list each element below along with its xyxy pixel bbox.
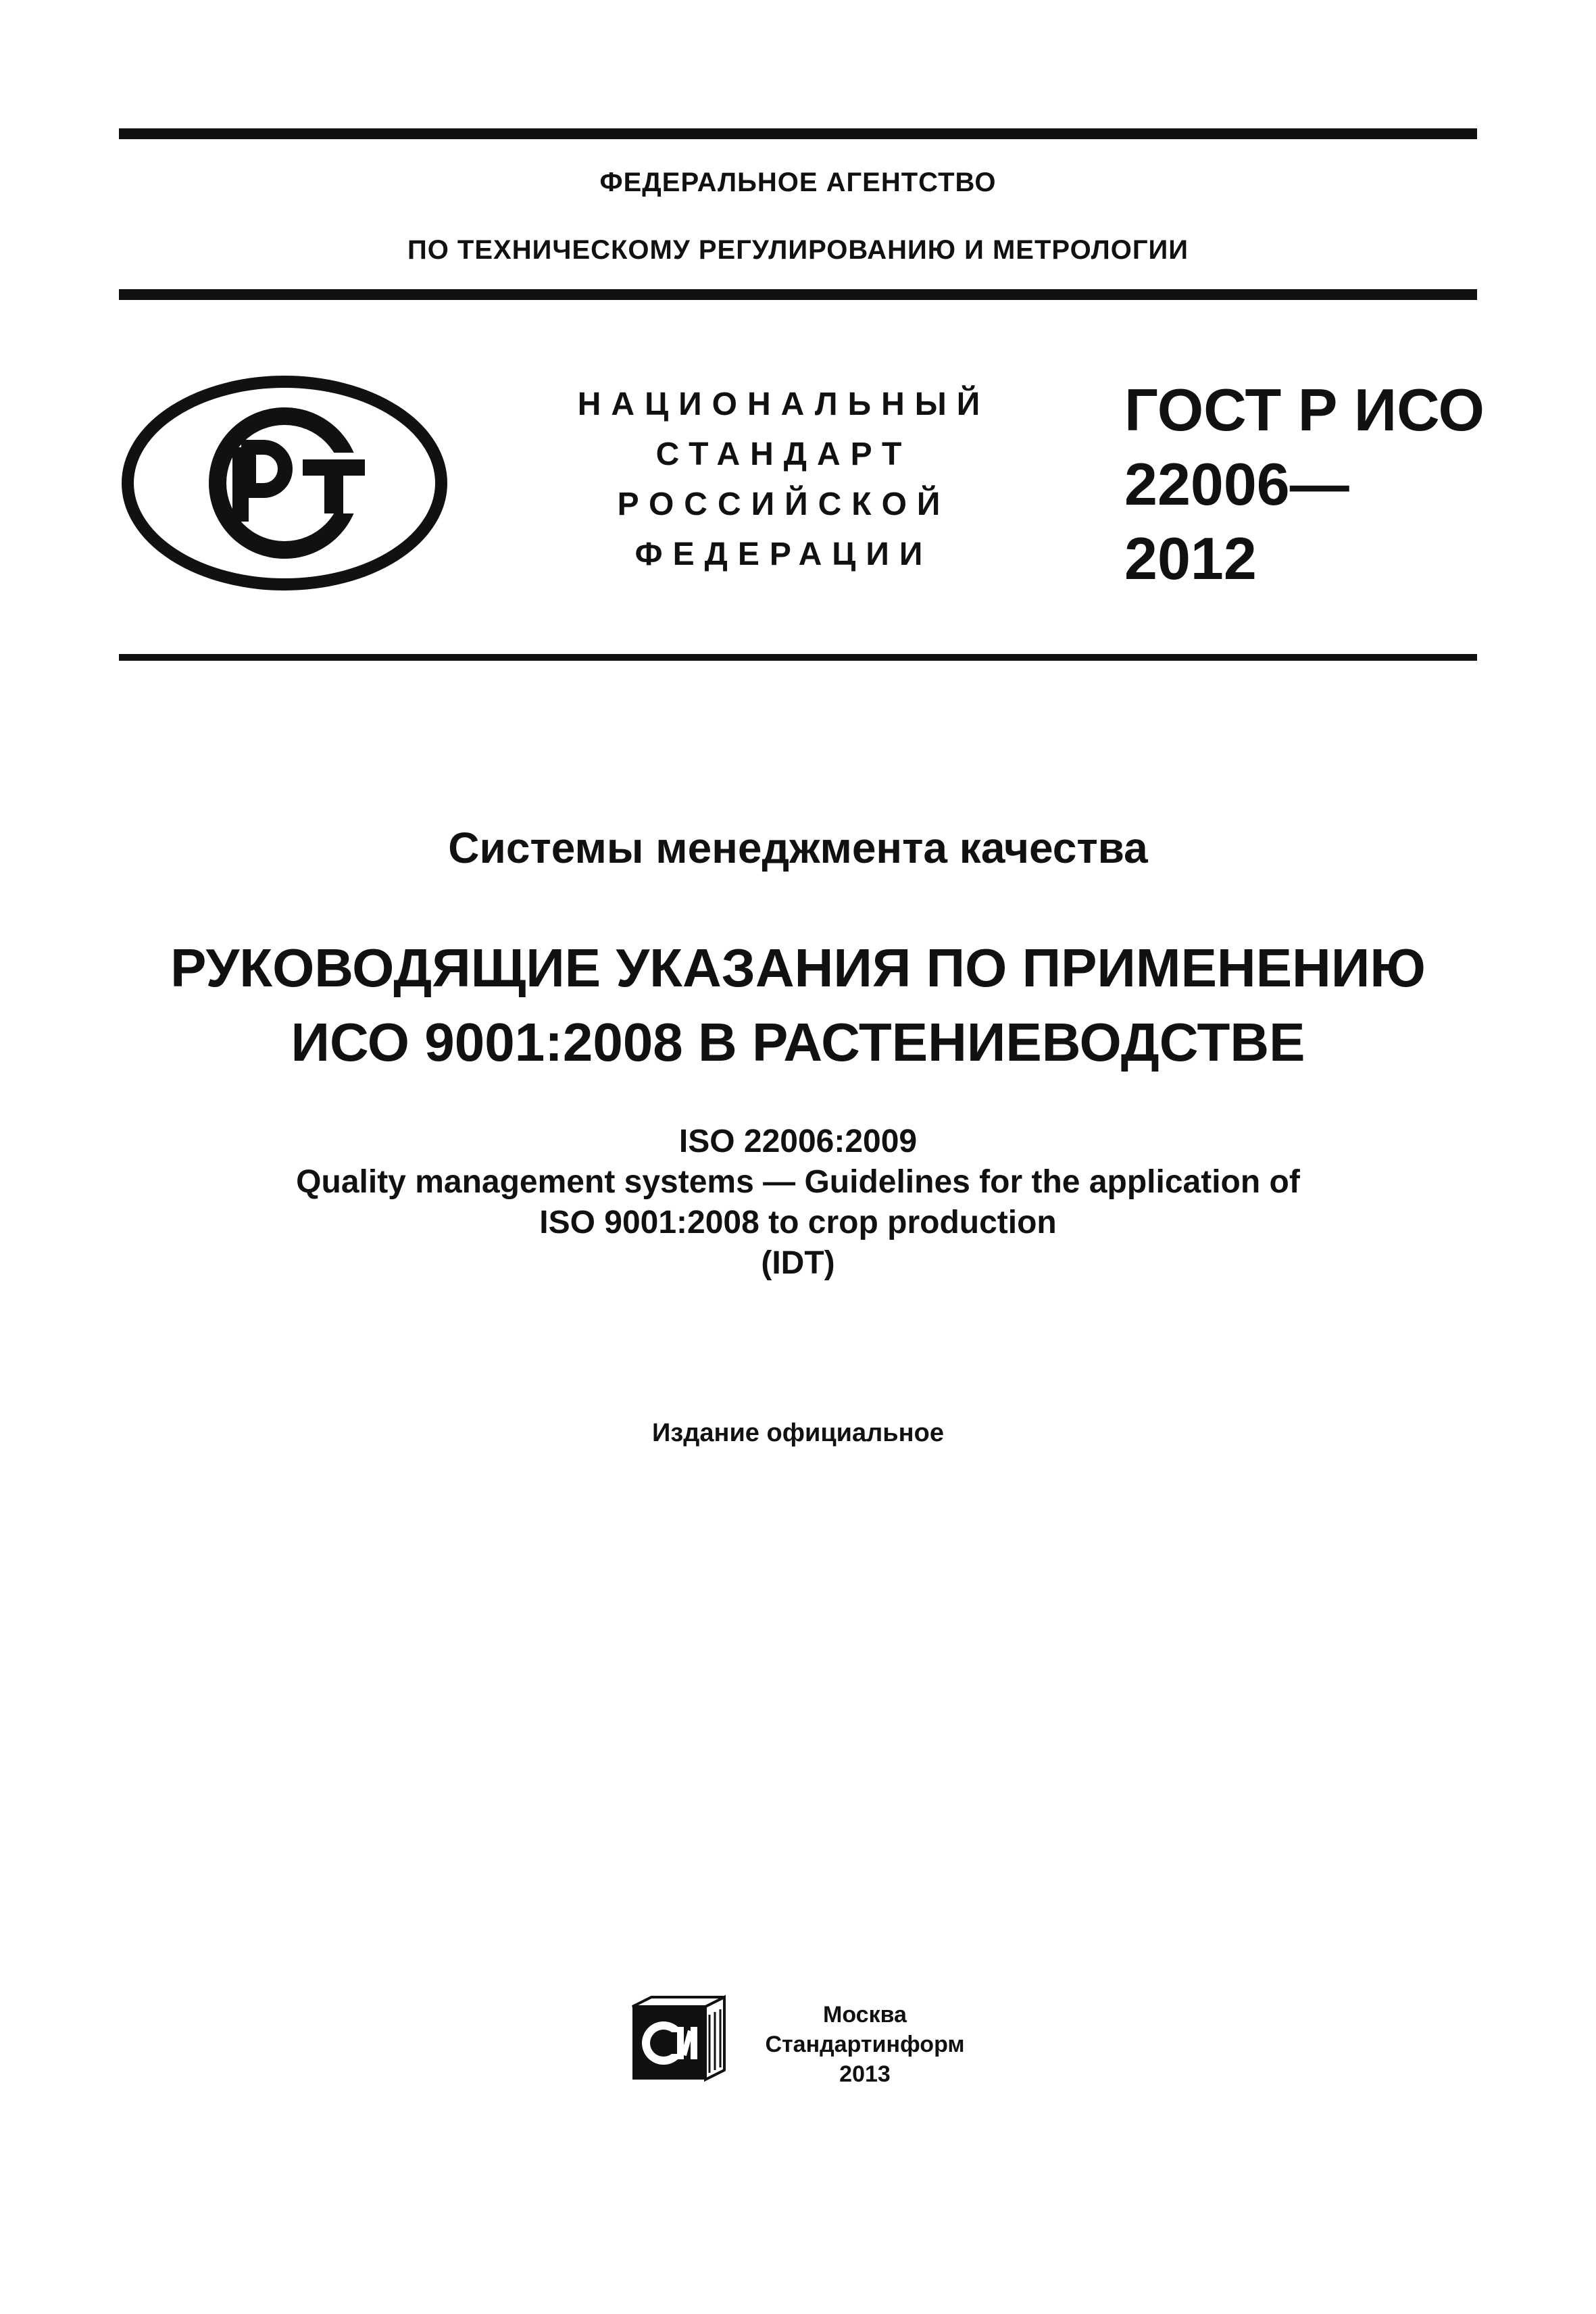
agency-name-line-2: ПО ТЕХНИЧЕСКОМУ РЕГУЛИРОВАНИЮ И МЕТРОЛОГИИ xyxy=(407,235,1189,265)
designation-line-1: ГОСТ Р ИСО xyxy=(1124,376,1485,443)
standartinform-logo-icon xyxy=(630,1994,726,2082)
national-standard-label xyxy=(554,380,1014,580)
rst-emblem-icon xyxy=(119,373,450,593)
publisher-name: Стандартинформ xyxy=(765,2032,965,2057)
document-title xyxy=(0,931,1596,1080)
nsrf-line-2: СТАНДАРТ xyxy=(655,436,912,472)
iso-number: ISO 22006:2009 xyxy=(678,1124,918,1159)
english-title-line-1: Quality management systems — Guidelines for the application of xyxy=(296,1164,1300,1200)
english-title-block xyxy=(0,1122,1596,1284)
header-bottom-rule xyxy=(119,289,1477,300)
nsrf-line-3: РОССИЙСКОЙ xyxy=(617,486,951,522)
title-line-2: ИСО 9001:2008 В РАСТЕНИЕВОДСТВЕ xyxy=(291,1012,1305,1072)
english-title-line-2: ISO 9001:2008 to crop production xyxy=(539,1205,1057,1240)
standard-block-rule xyxy=(119,654,1477,661)
title-line-1: РУКОВОДЯЩИЕ УКАЗАНИЯ ПО ПРИМЕНЕНИЮ xyxy=(170,938,1426,998)
nsrf-line-1: НАЦИОНАЛЬНЫЙ xyxy=(577,386,991,422)
edition-note: Издание официальное xyxy=(652,1419,944,1447)
document-subtitle: Системы менеджмента качества xyxy=(448,824,1148,872)
gost-designation xyxy=(1124,373,1489,596)
designation-line-2: 22006— xyxy=(1124,451,1349,518)
identity-code: (IDT) xyxy=(761,1245,835,1281)
top-rule xyxy=(119,128,1477,139)
publication-year: 2013 xyxy=(839,2061,891,2087)
designation-line-3: 2012 xyxy=(1124,525,1257,592)
nsrf-line-4: ФЕДЕРАЦИИ xyxy=(634,536,933,572)
publisher-imprint xyxy=(743,2000,987,2089)
agency-name-line-1: ФЕДЕРАЛЬНОЕ АГЕНТСТВО xyxy=(599,168,997,197)
publisher-city: Москва xyxy=(823,2002,907,2028)
